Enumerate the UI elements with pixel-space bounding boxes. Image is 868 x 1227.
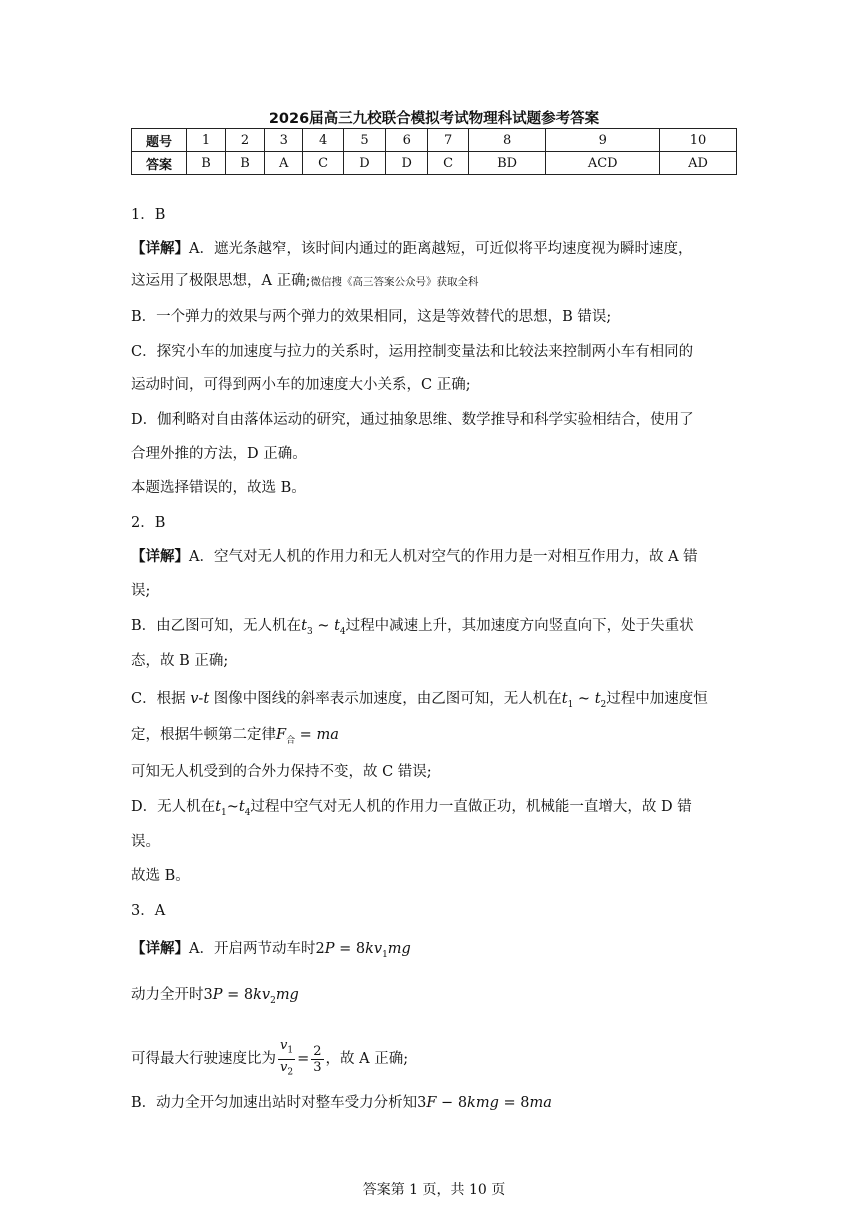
detail-tag: 【详解】	[131, 549, 189, 565]
q2-line	[131, 547, 698, 567]
math-t1-t4: $t_1\sim t_4$	[215, 799, 251, 818]
q1-line: 合理外推的方法，D 正确。	[131, 446, 307, 462]
q2-text: 过程中空气对无人机的作用力一直做正功，机械能一直增大，故 D 错	[250, 799, 692, 815]
table-cell: 4	[303, 129, 343, 152]
table-cell: 5	[343, 129, 385, 152]
q2-line: 误。	[131, 834, 160, 850]
table-cell: AD	[660, 152, 737, 175]
q2-line: 态，故 B 正确;	[131, 653, 229, 669]
detail-tag: 【详解】	[131, 241, 189, 257]
table-cell: 2	[226, 129, 265, 152]
answer-table	[131, 128, 737, 175]
table-cell: B	[187, 152, 226, 175]
table-cell: B	[226, 152, 265, 175]
table-cell: C	[303, 152, 343, 175]
table-cell: D	[386, 152, 428, 175]
q2-text: 过程中加速度恒	[606, 691, 708, 707]
q2-text: A．空气对无人机的作用力和无人机对空气的作用力是一对相互作用力，故 A 错	[189, 549, 698, 565]
q3-line	[131, 985, 299, 1011]
table-cell: 10	[660, 129, 737, 152]
q2-text: C．根据	[131, 691, 186, 707]
q1-line: 本题选择错误的，故选 B。	[131, 480, 306, 496]
table-cell: 1	[187, 129, 226, 152]
q2-line	[131, 616, 694, 642]
table-cell: C	[428, 152, 468, 175]
table-cell: A	[265, 152, 303, 175]
q2-text: D．无人机在	[131, 799, 216, 815]
q1-line: 运动时间，可得到两小车的加速度大小关系，C 正确;	[131, 377, 471, 393]
math-ratio-value: $\frac{2}{3}$	[313, 1043, 322, 1075]
q2-text: 过程中减速上升，其加速度方向竖直向下，处于失重状	[345, 618, 694, 634]
table-cell: 8	[468, 129, 546, 152]
detail-tag: 【详解】	[131, 941, 189, 957]
math-v-t: v-t	[190, 691, 210, 707]
table-cell: ACD	[546, 152, 660, 175]
q3-line: 可得最大行驶速度比为 $\frac{v_1}{v_2}$ = $\frac{2}{3}$ ，故 A 正确;	[131, 1038, 408, 1080]
watermark-text: 微信搜《高三答案公众号》获取全科	[310, 276, 479, 288]
page-footer: 答案第 1 页，共 10 页	[362, 1182, 506, 1198]
table-cell: 7	[428, 129, 468, 152]
q2-line: 误;	[131, 583, 151, 599]
q2-line	[131, 725, 339, 751]
q3-heading: 3．A	[131, 903, 166, 919]
q2-line: 故选 B。	[131, 868, 190, 884]
q1-text: A．遮光条越窄，该时间内通过的距离越短，可近似将平均速度视为瞬时速度，	[189, 241, 693, 257]
q2-line	[131, 689, 708, 715]
math-newton-law: $F_合$ = ma	[276, 727, 339, 746]
q3-text: 动力全开时	[131, 987, 204, 1003]
table-cell: 3	[265, 129, 303, 152]
q1-line: D．伽利略对自由落体运动的研究，通过抽象思维、数学推导和科学实验相结合，使用了	[131, 412, 694, 428]
table-cell: 6	[386, 129, 428, 152]
question-number-row	[132, 129, 737, 152]
math-eq-full-power: $3P = 8kv_2mg$	[203, 987, 299, 1006]
q2-line	[131, 797, 692, 823]
q1-line: C．探究小车的加速度与拉力的关系时，运用控制变量法和比较法来控制两小车有相同的	[131, 344, 694, 360]
page-title: 2026届高三九校联合模拟考试物理科试题参考答案	[268, 111, 600, 127]
math-speed-ratio: $\frac{v_1}{v_2}$	[280, 1038, 294, 1078]
q1-line	[131, 239, 692, 259]
q3-text: 可得最大行驶速度比为	[131, 1051, 276, 1068]
q1-text: 这运用了极限思想，A 正确;	[131, 273, 311, 289]
q1-line: B．一个弹力的效果与两个弹力的效果相同，这是等效替代的思想，B 错误;	[131, 309, 612, 325]
q2-text: 图像中图线的斜率表示加速度，由乙图可知，无人机在	[213, 691, 562, 707]
q2-line: 可知无人机受到的合外力保持不变，故 C 错误;	[131, 764, 432, 780]
math-t3-t4: $t_3$ ~ $t_4$	[301, 618, 346, 637]
q1-line	[131, 271, 478, 292]
row-label-number: 题号	[132, 129, 187, 152]
table-cell: D	[343, 152, 385, 175]
q3-text: B．动力全开匀加速出站时对整车受力分析知	[131, 1095, 418, 1111]
q2-heading: 2．B	[131, 515, 166, 531]
q2-text: B．由乙图可知，无人机在	[131, 618, 302, 634]
q2-text: 定，根据牛顿第二定律	[131, 727, 276, 743]
math-force-balance: 3F − 8kmg = 8ma	[417, 1095, 552, 1111]
table-cell: 9	[546, 129, 660, 152]
q3-line	[131, 1093, 552, 1113]
row-label-answer: 答案	[132, 152, 187, 175]
answer-row	[132, 152, 737, 175]
q3-line	[131, 939, 411, 965]
math-eq-two-cars: $2P = 8kv_1mg$	[315, 941, 411, 960]
table-cell: BD	[468, 152, 546, 175]
q3-text: ，故 A 正确;	[325, 1051, 409, 1068]
math-t1-t2: $t_1$ ~ $t_2$	[561, 691, 607, 710]
q3-text: A．开启两节动车时	[189, 941, 316, 957]
q1-heading: 1．B	[131, 207, 166, 223]
